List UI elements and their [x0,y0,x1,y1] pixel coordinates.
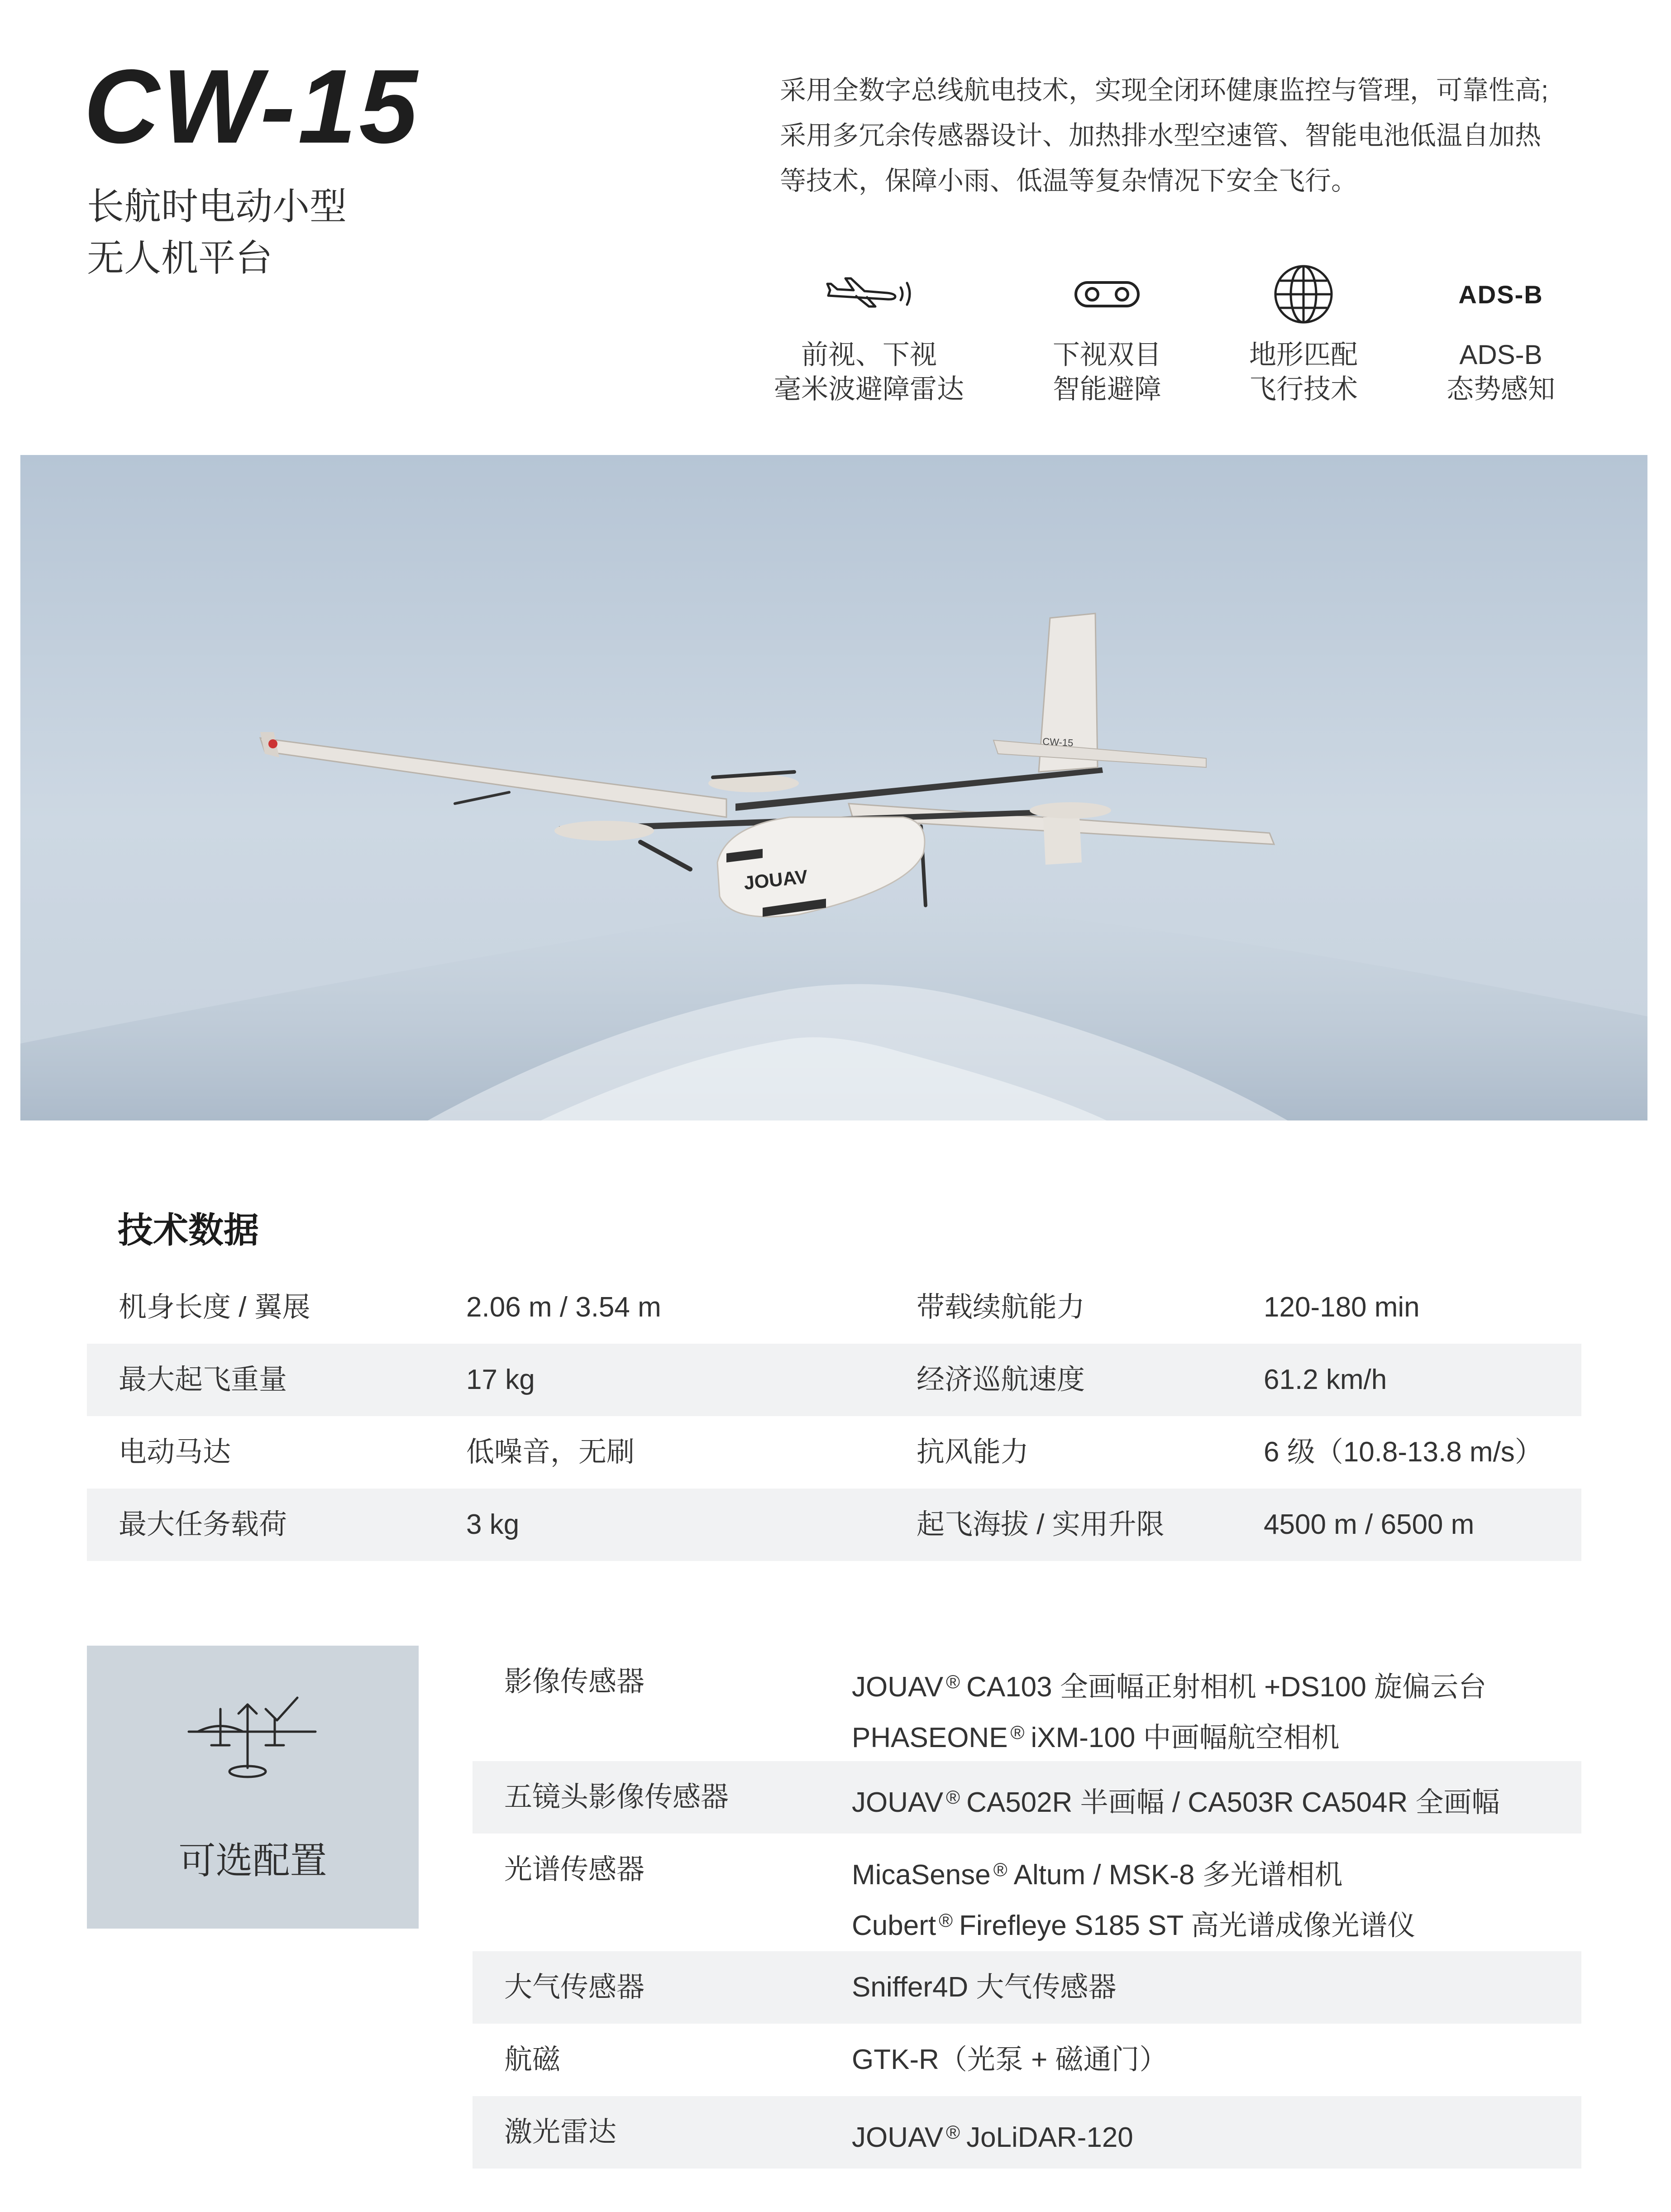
feature-label: 飞行技术 [1249,374,1358,404]
optional-config-label: 可选配置 [178,1840,327,1882]
intro-line: 采用多冗余传感器设计、加热排水型空速管、智能电池低温自加热 [780,121,1542,150]
specs-table [87,1271,1581,1561]
brand-name: JOUAV [852,1787,944,1818]
registered-mark: ® [946,1786,960,1808]
intro-paragraph [780,68,1585,204]
specs-title: 技术数据 [118,1210,259,1250]
config-value [852,1834,1415,1949]
spec-label: 经济巡航速度 [917,1364,1085,1395]
config-line [852,1898,1415,1949]
config-line [852,1710,1486,1761]
feature-label: 态势感知 [1447,374,1555,404]
brand-name: MicaSense [852,1859,991,1891]
config-line [852,2110,1133,2160]
config-category: 大气传感器 [504,1972,645,2003]
table-row [87,1271,1581,1344]
drone-in-flight-image [20,455,1647,1120]
intro-line: 采用全数字总线航电技术，实现全闭环健康监控与管理，可靠性高; [780,76,1549,105]
brand-name: JOUAV [852,1671,944,1703]
spec-label: 机身长度 / 翼展 [119,1292,310,1323]
spec-label: 最大起飞重量 [119,1364,287,1395]
spec-label: 带载续航能力 [917,1292,1085,1323]
config-value [852,2024,1168,2083]
spec-value: 4500 m / 6500 m [1264,1509,1475,1540]
product-text: Firefleye S185 ST 高光谱成像光谱仪 [959,1910,1416,1941]
feature-label: 前视、下视 [801,340,937,370]
spec-label: 起飞海拔 / 实用升限 [917,1509,1165,1540]
brand-name: Cubert [852,1910,936,1941]
registered-mark: ® [1010,1722,1025,1743]
drone-photo [20,455,1647,1120]
adsb-icon: ADS-B [1458,280,1543,309]
config-category: 影像传感器 [504,1666,645,1697]
spec-value: 2.06 m / 3.54 m [466,1292,661,1323]
binocular-camera-icon [1073,276,1141,312]
config-line: GTK-R（光泵 + 磁通门） [852,2044,1168,2075]
product-text: CA103 全画幅正射相机 +DS100 旋偏云台 [966,1671,1487,1703]
spec-value: 120-180 min [1264,1292,1420,1323]
fuselage-logo: JOUAV [743,866,809,894]
registered-mark: ® [939,1910,953,1931]
feature-label: 毫米波避障雷达 [774,374,964,404]
brand-name: PHASEONE [852,1722,1008,1753]
table-row [87,1489,1581,1561]
globe-icon [1272,263,1335,326]
config-line [852,1659,1486,1710]
product-text: CA502R 半画幅 / CA503R CA504R 全画幅 [966,1787,1500,1818]
config-line [852,1775,1499,1825]
feature-label: 智能避障 [1053,374,1161,404]
product-text: iXM-100 中画幅航空相机 [1031,1722,1340,1753]
spec-label: 最大任务载荷 [119,1509,287,1540]
model-title: CW-15 [84,48,420,165]
feature-terrain [1204,254,1403,407]
table-row [87,1416,1581,1489]
config-category: 激光雷达 [504,2116,617,2148]
config-line: Sniffer4D 大气传感器 [852,1972,1117,2003]
product-text: JoLiDAR-120 [966,2122,1133,2153]
product-text: Altum / MSK-8 多光谱相机 [1013,1859,1343,1891]
config-value [852,1951,1117,2010]
plane-radar-icon [819,269,919,319]
registered-mark: ® [946,2121,960,2143]
config-value [852,1761,1499,1825]
table-row [87,1344,1581,1416]
spec-label: 抗风能力 [917,1436,1029,1468]
spec-value: 6 级（10.8-13.8 m/s） [1264,1436,1543,1468]
config-value [852,1646,1486,1761]
subtitle-line: 无人机平台 [87,238,273,279]
intro-line: 等技术，保障小雨、低温等复杂情况下安全飞行。 [780,166,1358,196]
tail-code: CW-15 [1042,736,1074,749]
feature-binocular [1007,254,1207,407]
table-row [473,1761,1581,1834]
config-value [852,2096,1133,2160]
feature-label: 地形匹配 [1249,340,1358,370]
table-row [473,2096,1581,2169]
registered-mark: ® [993,1859,1007,1880]
spec-label: 电动马达 [119,1436,231,1468]
spec-value: 61.2 km/h [1264,1364,1387,1395]
subtitle-line: 长航时电动小型 [87,186,347,227]
table-row [473,1834,1581,1951]
optional-config-panel [87,1646,419,1929]
feature-label: ADS-B [1459,340,1542,370]
table-row [473,1646,1581,1761]
config-table [473,1646,1581,2169]
spec-value: 低噪音，无刷 [466,1436,635,1468]
spec-value: 17 kg [466,1364,535,1395]
table-row [473,1951,1581,2024]
drone-config-icon [184,1695,320,1786]
config-category: 光谱传感器 [504,1854,645,1885]
config-line [852,1847,1415,1898]
table-row [473,2024,1581,2096]
registered-mark: ® [946,1671,960,1692]
brand-name: JOUAV [852,2122,944,2153]
config-category: 五镜头影像传感器 [504,1781,729,1813]
spec-value: 3 kg [466,1509,520,1540]
feature-adsb [1401,254,1600,407]
config-category: 航磁 [504,2044,561,2075]
product-subtitle [87,181,347,284]
feature-icons [769,254,1593,417]
feature-radar [769,254,969,407]
feature-label: 下视双目 [1053,340,1161,370]
